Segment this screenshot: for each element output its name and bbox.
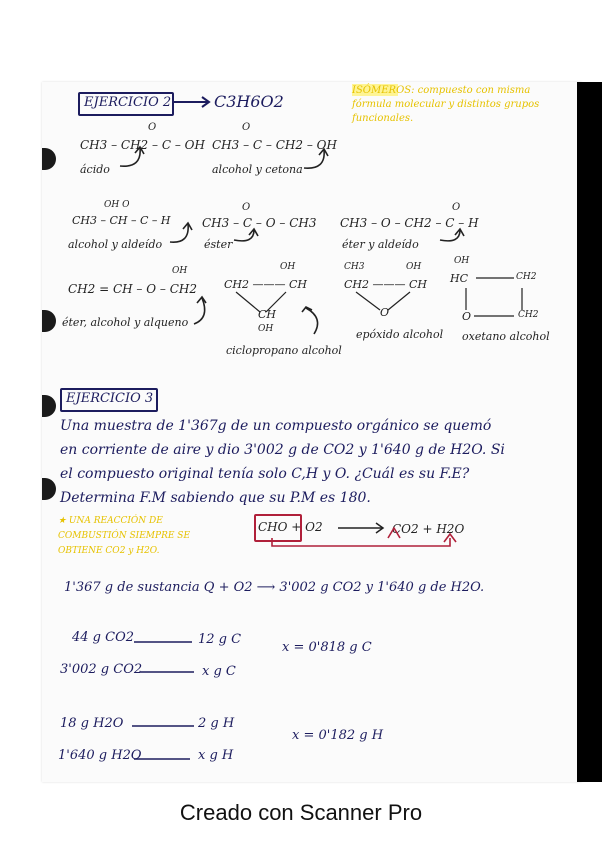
problem-line: Una muestra de 1'367g de un compuesto orgánico se quemó bbox=[60, 418, 492, 434]
molecule-label: éter, alcohol y alqueno bbox=[62, 316, 189, 329]
ex2-formula: C3H6O2 bbox=[214, 92, 284, 111]
molecule-label: éster bbox=[204, 238, 233, 251]
hydroxyl-label: OH bbox=[280, 262, 296, 272]
curved-arrow-icon bbox=[192, 296, 212, 326]
carbon-r1-right: 12 g C bbox=[198, 632, 242, 647]
carbonyl-o: O bbox=[452, 202, 461, 213]
ring-top: CH2 ——— CH bbox=[224, 278, 308, 291]
carbon-r1-left: 44 g CO2 bbox=[72, 630, 135, 645]
reaction-right: CO2 + H2O bbox=[392, 522, 465, 536]
curved-arrow-icon bbox=[302, 306, 324, 336]
problem-line: en corriente de aire y dio 3'002 g de CO2 y 1'640 g de H2O. Si bbox=[60, 442, 505, 458]
molecule-formula: CH3 – C – O – CH3 bbox=[202, 216, 317, 230]
ring-oxygen: O bbox=[380, 306, 390, 319]
molecule-label: alcohol y aldeído bbox=[68, 238, 163, 251]
hydrogen-r1-right: 2 g H bbox=[198, 716, 235, 731]
arrow-right-icon bbox=[174, 96, 214, 108]
curved-arrow-icon bbox=[232, 228, 262, 248]
hydroxyl-label: OH bbox=[172, 266, 188, 276]
curved-arrow-icon bbox=[118, 146, 148, 172]
proportion-line bbox=[140, 670, 198, 674]
ex3-title: EJERCICIO 3 bbox=[66, 391, 154, 406]
molecule-label: epóxido alcohol bbox=[356, 328, 444, 341]
scanner-watermark: Creado con Scanner Pro bbox=[179, 800, 423, 825]
proportion-line bbox=[132, 724, 196, 728]
carbonyl-o: OH O bbox=[104, 200, 130, 210]
curved-arrow-icon bbox=[438, 228, 468, 248]
hydrogen-r2-left: 1'640 g H2O bbox=[58, 748, 142, 763]
carbonyl-o: O bbox=[242, 122, 251, 133]
molecule-label: ciclopropano alcohol bbox=[226, 344, 342, 357]
hydroxyl-label: OH bbox=[258, 324, 274, 334]
reaction-left: CHO + O2 bbox=[258, 520, 323, 534]
ring-atom: CH2 bbox=[518, 310, 539, 320]
molecule-formula: CH3 – O – CH2 – C – H bbox=[340, 216, 479, 230]
page-edge bbox=[577, 82, 602, 782]
carbon-result: x = 0'818 g C bbox=[282, 640, 372, 655]
curved-arrow-icon bbox=[168, 222, 194, 246]
molecule-label: éter y aldeído bbox=[342, 238, 419, 251]
problem-line: Determina F.M sabiendo que su P.M es 180. bbox=[60, 490, 371, 506]
mass-line: 1'367 g de sustancia Q + O2 ⟶ 3'002 g CO2 y 1'640 g de H2O. bbox=[64, 580, 485, 595]
carbon-r2-left: 3'002 g CO2 bbox=[60, 662, 143, 677]
hydrogen-result: x = 0'182 g H bbox=[292, 728, 384, 743]
molecule-label: oxetano alcohol bbox=[462, 330, 550, 343]
molecule-formula: CH3 – C – CH2 – OH bbox=[212, 138, 337, 152]
combustion-note: ★ UNA REACCIÓN DE COMBUSTIÓN SIEMPRE SE OBTIENE CO2 y H2O. bbox=[58, 516, 191, 556]
methyl-label: CH3 bbox=[344, 262, 365, 272]
ring-top: CH2 ——— CH bbox=[344, 278, 428, 291]
proportion-line bbox=[134, 757, 194, 761]
ex2-title: EJERCICIO 2 bbox=[84, 95, 172, 110]
ring-oxygen: O bbox=[462, 310, 472, 323]
ring-atom: CH2 bbox=[516, 272, 537, 282]
hydroxyl-label: OH bbox=[454, 256, 470, 266]
molecule-formula: CH2 = CH – O – CH2 bbox=[68, 282, 197, 296]
carbonyl-o: O bbox=[148, 122, 157, 133]
hydrogen-r1-left: 18 g H2O bbox=[60, 716, 124, 731]
molecule-label: alcohol y cetona bbox=[212, 163, 303, 176]
bracket-arrow bbox=[270, 520, 470, 552]
carbonyl-o: O bbox=[242, 202, 251, 213]
carbon-r2-right: x g C bbox=[202, 664, 236, 679]
molecule-formula: CH3 – CH – C – H bbox=[72, 214, 171, 227]
hydrogen-r2-right: x g H bbox=[198, 748, 234, 763]
curved-arrow-icon bbox=[302, 148, 332, 172]
proportion-line bbox=[134, 640, 194, 644]
problem-line: el compuesto original tenía solo C,H y O. ¿Cuál es su F.E? bbox=[60, 466, 470, 482]
isomeros-note: ISÓMEROS: compuesto con misma fórmula molecular y distintos grupos funcionales. bbox=[352, 85, 540, 124]
molecule-formula: CH3 – CH2 – C – OH bbox=[80, 138, 205, 152]
ring-bottom: CH bbox=[258, 308, 277, 321]
ring-atom: HC bbox=[450, 272, 469, 285]
hydroxyl-label: OH bbox=[406, 262, 422, 272]
molecule-label: ácido bbox=[80, 163, 110, 176]
